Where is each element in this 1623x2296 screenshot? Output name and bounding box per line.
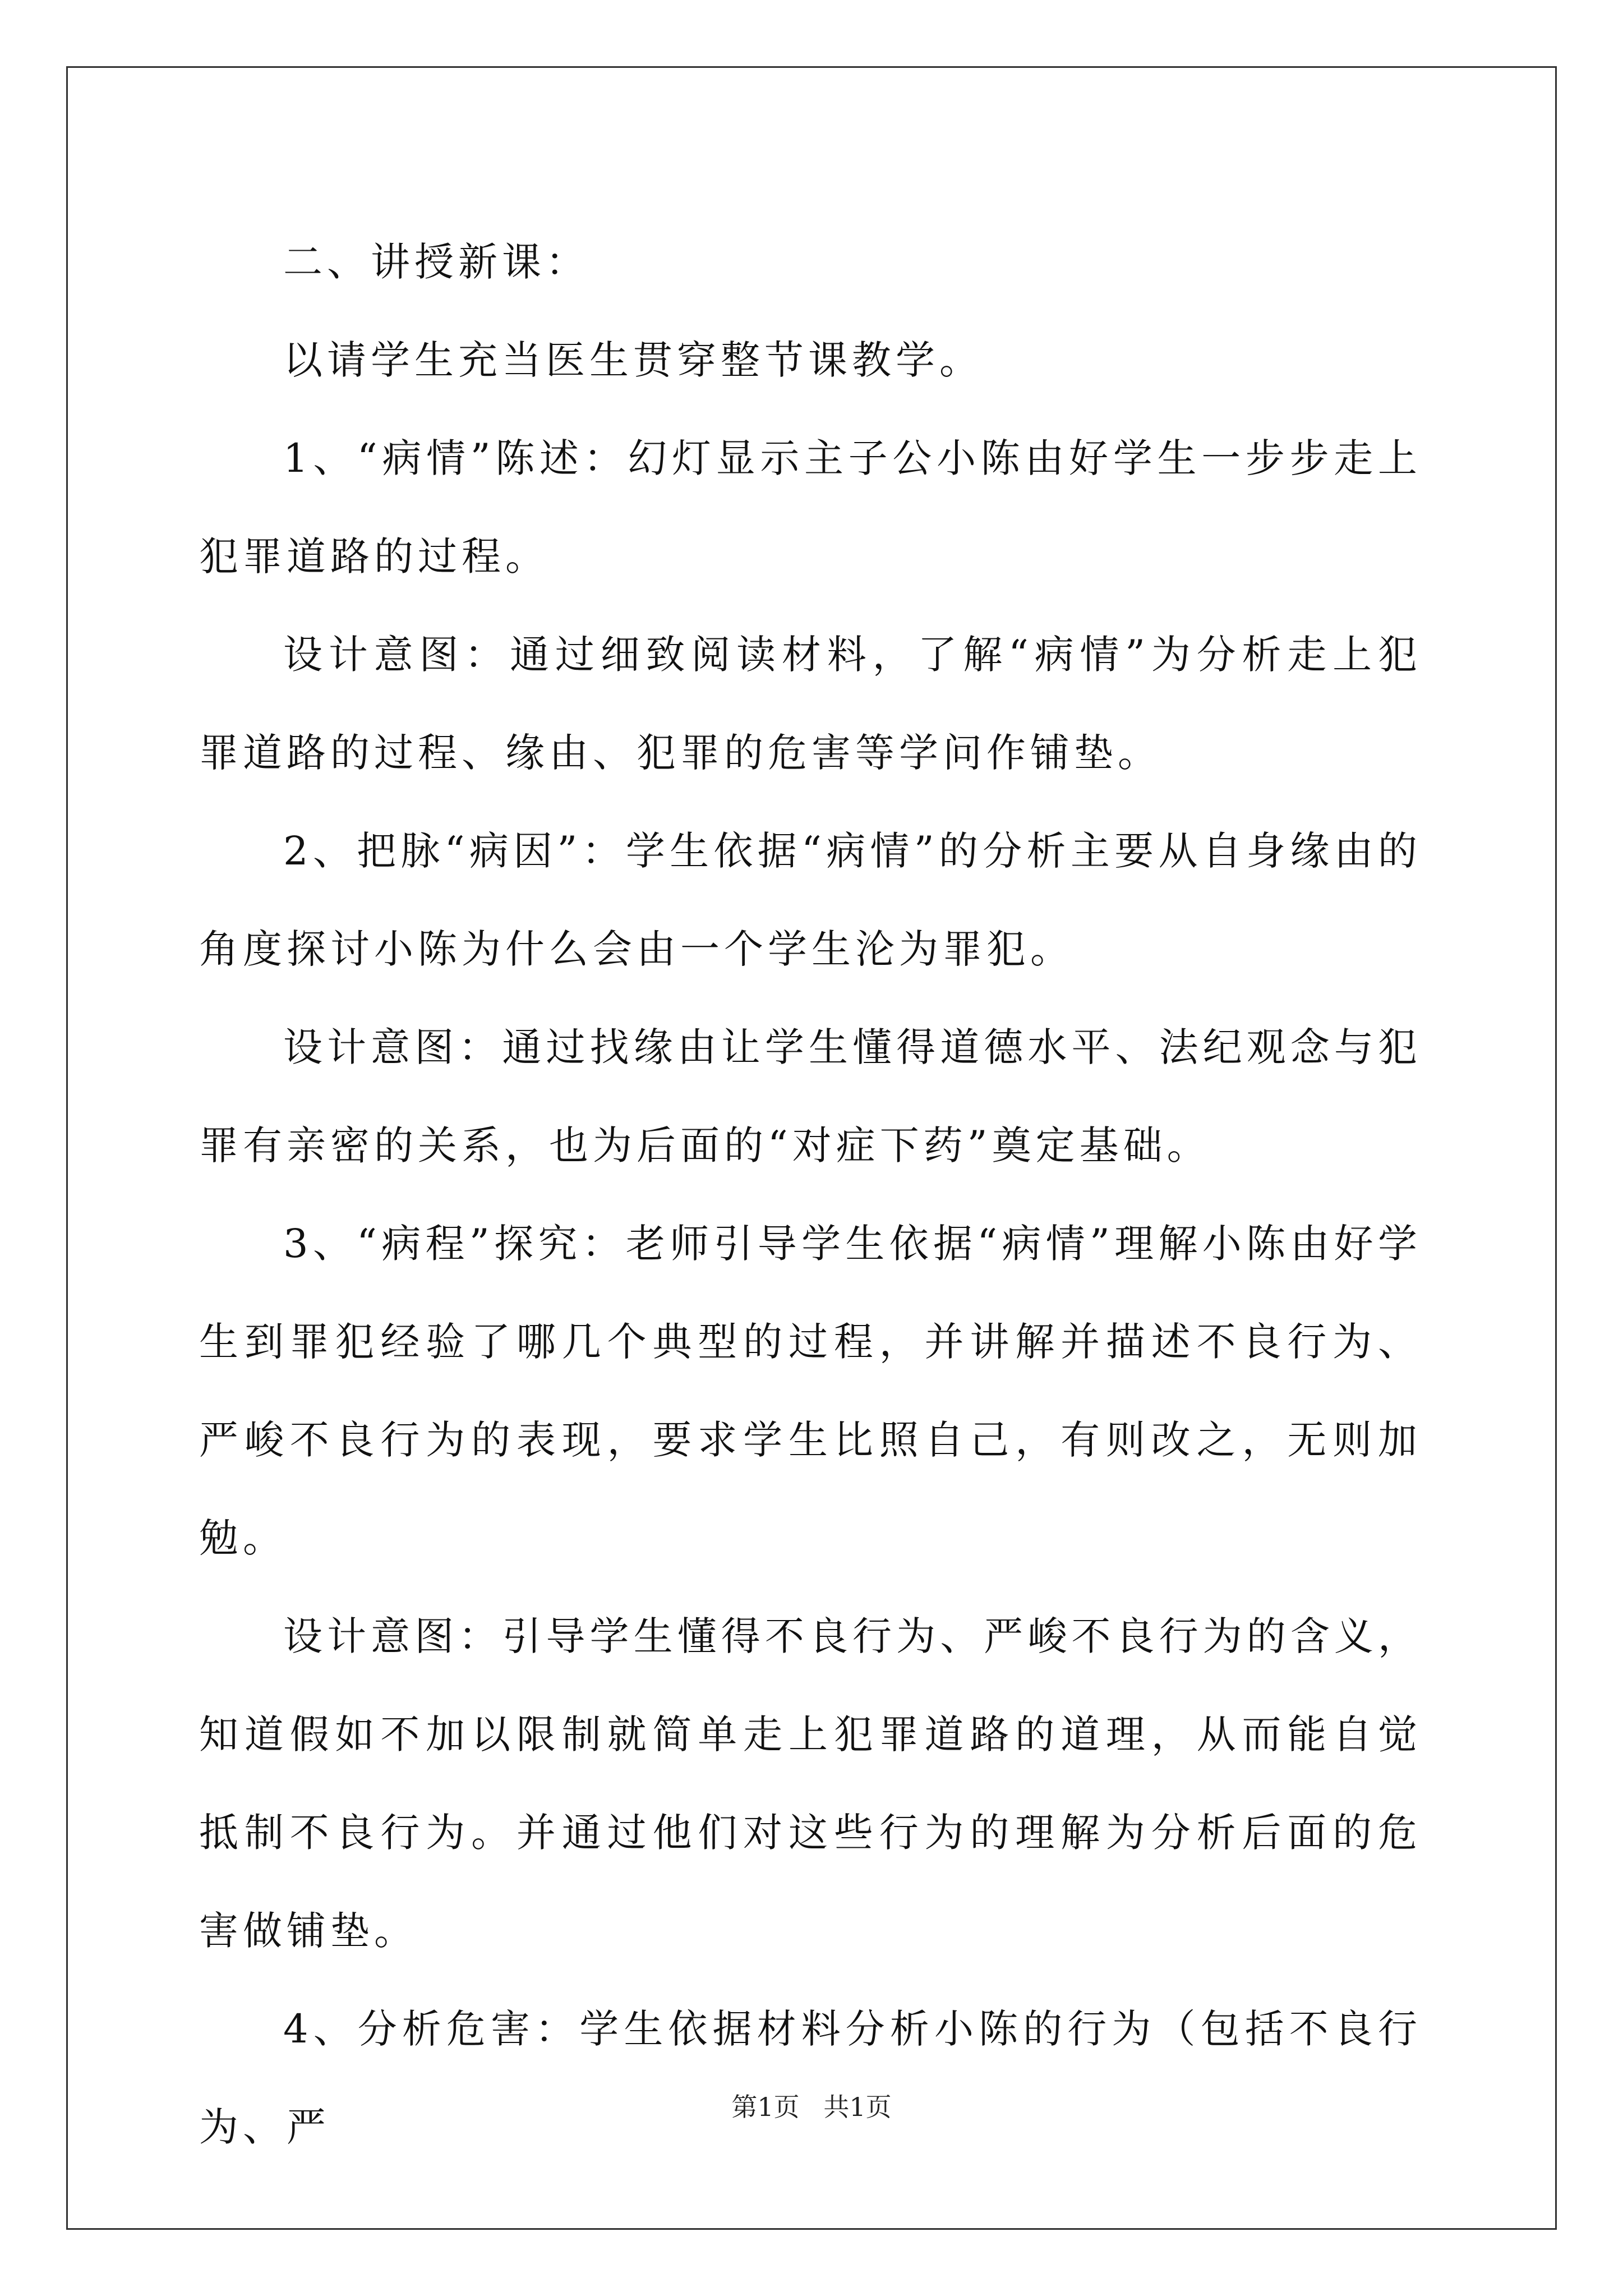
paragraph-step-1: 1、“病情”陈述：幻灯显示主子公小陈由好学生一步步走上犯罪道路的过程。	[199, 435, 1422, 579]
page-footer	[0, 2087, 1623, 2124]
page-total: 共1页	[823, 2092, 892, 2122]
paragraph-step-3: 3、“病程”探究：老师引导学生依据“病情”理解小陈由好学生到罪犯经验了哪几个典型的过程，并讲解并描述不良行为、严峻不良行为的表现，要求学生比照自己，有则改之，无则加勉。	[199, 1221, 1422, 1561]
paragraph-design-intent-2: 设计意图：通过找缘由让学生懂得道德水平、法纪观念与犯罪有亲密的关系，也为后面的“对症下药”奠定基础。	[199, 1024, 1422, 1168]
paragraph-design-intent-3: 设计意图：引导学生懂得不良行为、严峻不良行为的含义，知道假如不加以限制就简单走上犯罪道路的道理，从而能自觉抵制不良行为。并通过他们对这些行为的理解为分析后面的危害做铺垫。	[199, 1613, 1422, 1954]
paragraph-design-intent-1: 设计意图：通过细致阅读材料，了解“病情”为分析走上犯罪道路的过程、缘由、犯罪的危害等学问作铺垫。	[199, 632, 1422, 776]
document-body	[199, 213, 1422, 2177]
paragraph-step-2: 2、把脉“病因”：学生依据“病情”的分析主要从自身缘由的角度探讨小陈为什么会由一个学生沦为罪犯。	[199, 828, 1422, 972]
paragraph-section-heading: 二、讲授新课：	[283, 239, 589, 285]
paragraph-intro: 以请学生充当医生贯穿整节课教学。	[283, 337, 983, 383]
paragraph-step-4: 4、分析危害：学生依据材料分析小陈的行为（包括不良行为、严	[199, 2006, 1422, 2150]
page-number: 第1页	[731, 2092, 800, 2122]
